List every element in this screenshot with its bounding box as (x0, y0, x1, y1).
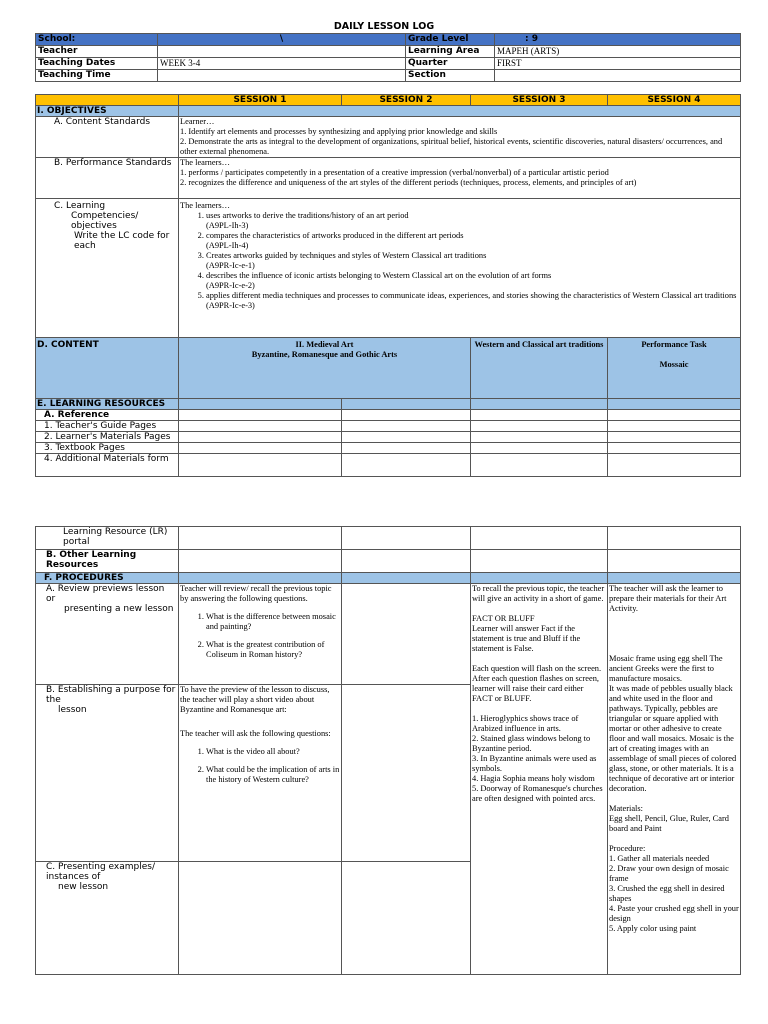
competencies-text: The learners… 1. uses artworks to derive the traditions/history of an art period (A9PL-Ih-3) 2. compares the characteristics of artworks produced in the different art periods (A9PL-Ih-4) 3. Creates artworks guided by techniques and styles of Western Classical art traditions (A9PR-Ic-e-1) 4. describes the influence of iconic artists belonging to Western Classical art on the evolution of art forms (A9PR-Ic-e-2) 5. applies different media techniques and processes to communicate ideas, experiences, and stories showing the characteristics of Western Classical art traditions (A9PR-Ic-e-3) (179, 199, 741, 338)
document-title: DAILY LESSON LOG (333, 21, 435, 32)
reference-label: A. Reference (36, 410, 179, 421)
lr-portal-label: Learning Resource (LR) portal (36, 527, 179, 550)
content-standards-text: Learner… 1. Identify art elements and processes by synthesizing and applying prior knowledge and skills 2. Demonstrate the arts as integral to the development of organizations, spiritual belief, historical events, scientific discoveries, natural disasters/ occurrences, and other external phenomena. (179, 117, 741, 158)
quarter-value: FIRST (495, 58, 741, 70)
section-label: Section (406, 70, 495, 82)
review-session-2 (342, 584, 471, 685)
resource-item-tg: 1. Teacher's Guide Pages (36, 421, 179, 432)
review-question: 1. What is the difference between mosaic and painting? (206, 612, 340, 632)
competency-item: 4. describes the influence of iconic artists belonging to Western Classical art on the evolution of art forms (A9PR-Ic-e-2) (206, 271, 739, 291)
school-label: School: (36, 34, 158, 46)
resources-heading: E. LEARNING RESOURCES (36, 399, 179, 410)
competency-item: 3. Creates artworks guided by techniques and styles of Western Classical art traditions (A9PR-Ic-e-1) (206, 251, 739, 271)
purpose-question: 1. What is the video all about? (206, 747, 340, 757)
objectives-heading-fill (179, 106, 741, 117)
review-label: A. Review previews lesson or presenting a new lesson (36, 584, 179, 685)
procedures-heading: F. PROCEDURES (36, 573, 179, 584)
performance-standards-label: B. Performance Standards (36, 158, 179, 199)
dates-label: Teaching Dates (36, 58, 158, 70)
procedure-session-3: To recall the previous topic, the teacher will give an activity in a short of game. FACT OR BLUFF Learner will answer Fact if the statement is true and Bluff if the statement is False. Each question will flash on the screen. After each question flashes on screen, learner will raise their card either FACT or BLUFF. 1. Hieroglyphics shows trace of Arabized influence in arts. 2. Stained glass windows belong to Byzantine period. 3. In Byzantine animals were used as symbols. 4. Hagia Sophia means holy wisdom 5. Doorway of Romanesque's churches are often designed with pointed arcs. (471, 584, 608, 975)
session-2-header: SESSION 2 (342, 95, 471, 106)
time-label: Teaching Time (36, 70, 158, 82)
resource-item-lm: 2. Learner's Materials Pages (36, 432, 179, 443)
objectives-heading: I. OBJECTIVES (36, 106, 179, 117)
content-session-1-2: II. Medieval Art Byzantine, Romanesque and Gothic Arts (179, 338, 471, 399)
content-session-4: Performance Task Mossaic (608, 338, 741, 399)
session-corner (36, 95, 179, 106)
content-heading: D. CONTENT (36, 338, 179, 399)
header-table (35, 33, 741, 82)
competency-item: 1. uses artworks to derive the traditions/history of an art period (A9PL-Ih-3) (206, 211, 739, 231)
session-1-header: SESSION 1 (179, 95, 342, 106)
procedure-session-4: The teacher will ask the learner to prepare their materials for their Art Activity. Mosaic frame using egg shell The ancient Greeks were the first to manufacture mosaics. It was made of pebbles usually black and white used in the floor and pathways. Typically, pebbles are triangular or square applied with mortar or other adhesive to create floor and wall mosaics. Mosaic is the art of creating images with an assemblage of small pieces of colored glass, stone, or other materials. It is a technique of decorative art or interior decoration. Materials: Egg shell, Pencil, Glue, Ruler, Card board and Paint Procedure: 1. Gather all materials needed 2. Draw your own design of mosaic frame 3. Crushed the egg shell in desired shapes 4. Paste your crushed egg shell in your design 5. Apply color using paint (608, 584, 741, 975)
school-value: \ (158, 34, 406, 46)
lesson-table-page-2 (35, 526, 741, 975)
purpose-session-2 (342, 685, 471, 862)
content-standards-label: A. Content Standards (36, 117, 179, 158)
grade-value: : 9 (495, 34, 741, 46)
session-3-header: SESSION 3 (471, 95, 608, 106)
review-question: 2. What is the greatest contribution of Coliseum in Roman history? (206, 640, 340, 660)
competency-item: 5. applies different media techniques and processes to communicate ideas, experiences, and stories showing the characteristics of Western Classical art traditions (A9PR-Ic-e-3) (206, 291, 739, 311)
purpose-session-1: To have the preview of the lesson to discuss, the teacher will play a short video about Byzantine and Romanesque art: The teacher will ask the following questions: 1. What is the video all about? 2. What could be the implication of arts in the history of Western culture? (179, 685, 342, 862)
section-value (495, 70, 741, 82)
review-session-1: Teacher will review/ recall the previous topic by answering the following questions. 1. What is the difference between mosaic and painting? 2. What is the greatest contribution of Coliseum in Roman history? (179, 584, 342, 685)
dates-value: WEEK 3-4 (158, 58, 406, 70)
resource-item-textbook: 3. Textbook Pages (36, 443, 179, 454)
examples-label: C. Presenting examples/ instances of new lesson (36, 862, 179, 975)
resource-item-additional: 4. Additional Materials form (36, 454, 179, 477)
other-resources-label: B. Other Learning Resources (36, 550, 179, 573)
teacher-label: Teacher (36, 46, 158, 58)
quarter-label: Quarter (406, 58, 495, 70)
area-value: MAPEH (ARTS) (495, 46, 741, 58)
grade-label: Grade Level (406, 34, 495, 46)
performance-standards-text: The learners… 1. performs / participates competently in a presentation of a creative impression (verbal/nonverbal) of a particular artistic period 2. recognizes the difference and uniqueness of the art styles of the different periods (techniques, process, elements, and principles of art) (179, 158, 741, 199)
teacher-value (158, 46, 406, 58)
competencies-label: C. Learning Competencies/ objectives Write the LC code for each (36, 199, 179, 338)
lesson-table-page-1 (35, 94, 741, 477)
time-value (158, 70, 406, 82)
content-session-3: Western and Classical art traditions (471, 338, 608, 399)
examples-session-2 (342, 862, 471, 975)
session-4-header: SESSION 4 (608, 95, 741, 106)
purpose-label: B. Establishing a purpose for the lesson (36, 685, 179, 862)
examples-session-1 (179, 862, 342, 975)
purpose-question: 2. What could be the implication of arts in the history of Western culture? (206, 765, 340, 785)
area-label: Learning Area (406, 46, 495, 58)
competency-item: 2. compares the characteristics of artworks produced in the different art periods (A9PL-Ih-4) (206, 231, 739, 251)
